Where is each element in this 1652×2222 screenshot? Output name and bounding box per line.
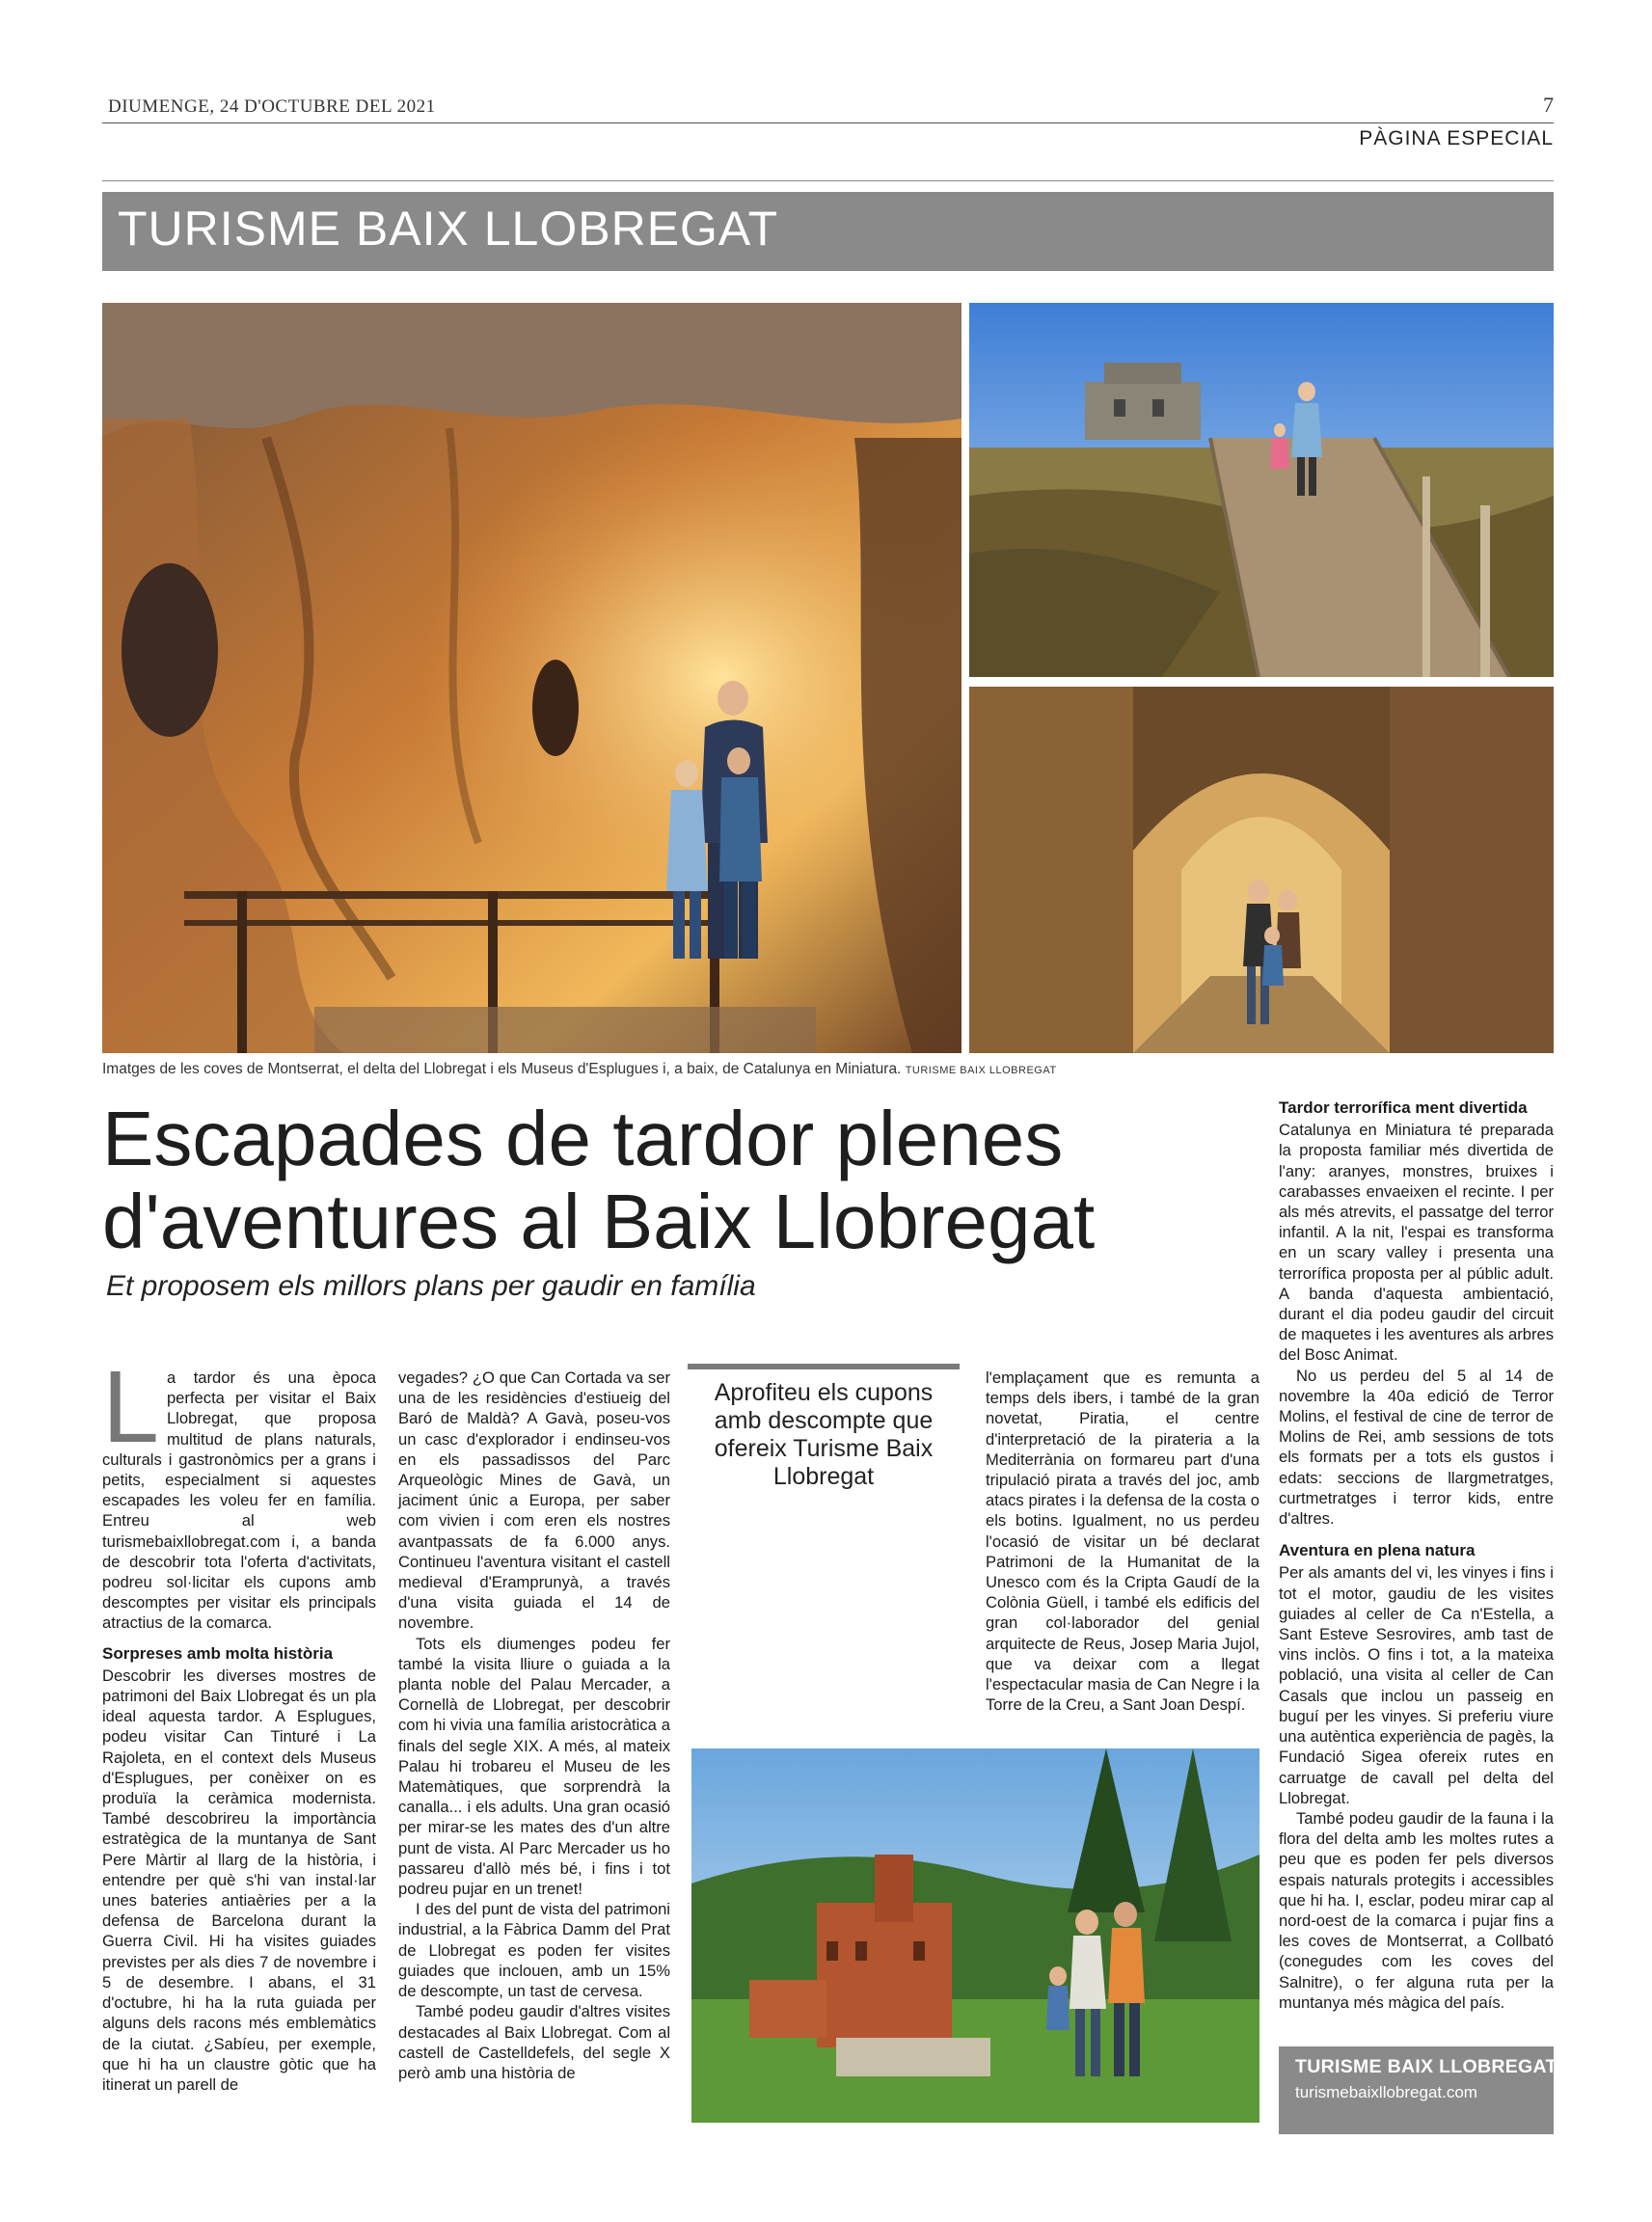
arch-illustration bbox=[969, 687, 1554, 1053]
cave-photo bbox=[102, 303, 961, 1053]
delta-illustration bbox=[969, 303, 1554, 677]
paragraph-gava: vegades? ¿O que Can Cortada va ser una de les residències d'estiueig del Baró de Maldà? A Gavà, poseu-vos un casc d'explorador i endinseu-vos en els passadissos del Parc Arqueològic Mines de Gavà, un jaciment únic a Europa, per saber com vivien i com eren els nostres avantpassats de fa 6.000 anys. Continueu l'aventura visitant el castell medieval d'Eramprunyà, a través d'una visita guiada el 14 de novembre. bbox=[398, 1368, 670, 1633]
article-column-3 bbox=[986, 1368, 1259, 1715]
header-rule bbox=[102, 122, 1554, 123]
sidebar bbox=[1279, 1097, 1554, 2013]
sidebar-heading-terror: Tardor terrorífica ment divertida bbox=[1279, 1098, 1528, 1117]
subheading-history: Sorpreses amb molta història bbox=[102, 1643, 334, 1663]
sidebar-paragraph-molins: No us perdeu del 5 al 14 de novembre la 40a edició de Terror Molins, el festival de cine de terror de Molins de Rei, amb sessions de tots els formats per a tots els gustos i edats: seccions de llargmetratges, curtmetratges i terror kids, entre d'altres. bbox=[1279, 1366, 1554, 1529]
sidebar-heading-nature: Aventura en plena natura bbox=[1279, 1541, 1476, 1560]
footer-url[interactable]: turismebaixllobregat.com bbox=[1295, 2083, 1477, 2101]
miniature-illustration bbox=[691, 1748, 1259, 2123]
intro-paragraph: a tardor és una època perfecta per visitar el Baix Llobregat, que proposa multitud de plans naturals, culturals i gastronòmics per a grans i petits, especialment si aquestes escapades les voleu fer en família. Entreu al web turismebaixllobregat.com i, a banda de descobrir tota l'oferta d'activitats, podreu sol·licitar els cupons amb descomptes per visitar els principals atractius de la comarca. bbox=[102, 1368, 376, 1633]
section-label: PÀGINA ESPECIAL bbox=[1359, 127, 1554, 149]
pull-quote-rule bbox=[688, 1364, 960, 1369]
header-rule-lower bbox=[102, 180, 1554, 181]
article-column-1 bbox=[102, 1350, 376, 2095]
sidebar-paragraph-delta: També podeu gaudir de la fauna i la flora del delta amb les moltes rutes a peu que es poden fer pels diversos espais naturals protegits i accessibles que hi ha. I, esclar, podeu mirar cap al nord-oest de la comarca i pujar fins a les coves de Montserrat, a Collbató (conegudes com les coves del Salnitre), o fer alguna ruta per la muntanya més màgica del país. bbox=[1279, 1808, 1554, 2012]
issue-date: DIUMENGE, 24 D'OCTUBRE DEL 2021 bbox=[108, 96, 436, 117]
paragraph-damm: I des del punt de vista del patrimoni industrial, a la Fàbrica Damm del Prat de Llobregat es poden fer visites guiades que inclouen, amb un 15% de descompte, un tast de cervesa. bbox=[398, 1900, 670, 2001]
delta-walkway-photo bbox=[969, 303, 1554, 677]
footer-title: TURISME BAIX LLOBREGAT bbox=[1295, 2056, 1557, 2077]
paragraph-piratia: l'emplaçament que es remunta a temps dels ibers, i també de la gran novetat, Piratia, el centre d'interpretació de la pirateria a la Mediterrània on formareu part d'una tripulació pirata a través del joc, amb atacs pirates i la defensa de la costa o els botins. Igualment, no us perdeu l'ocasió de visitar un bé declarat Patrimoni de la Humanitat de la Unesco com és la Cripta Gaudí de la Colònia Güell, i també els edificis del gran col·laborador del genial arquitecte de Reus, Josep Maria Jujol, que va deixar com a llegat l'espectacular masia de Can Negre i la Torre de la Creu, a Sant Joan Despí. bbox=[986, 1368, 1259, 1715]
cave-illustration bbox=[102, 303, 961, 1053]
headline-line-2: d'aventures al Baix Llobregat bbox=[102, 1179, 1096, 1264]
museum-arch-photo bbox=[969, 687, 1554, 1053]
paragraph-castelldefels: També podeu gaudir d'altres visites destacades al Baix Llobregat. Com al castell de Castelldefels, del segle X però amb una història de bbox=[398, 2002, 670, 2082]
photo-credit: TURISME BAIX LLOBREGAT bbox=[905, 1065, 1057, 1076]
article-column-2 bbox=[398, 1368, 670, 2083]
pull-quote: Aprofiteu els cupons amb descompte que ofereix Turisme Baix Llobregat bbox=[714, 1379, 934, 1490]
caption-text: Imatges de les coves de Montserrat, el delta del Llobregat i els Museus d'Esplugues i, a baix, de Catalunya en Miniatura. bbox=[102, 1061, 902, 1077]
subheadline: Et proposem els millors plans per gaudir en família bbox=[106, 1270, 756, 1302]
paragraph-cornella: Tots els diumenges podeu fer també la visita lliure o guiada a la planta noble del Palau Mercader, a Cornellà de Llobregat, per descobrir com hi vivia una família aristocràtica a finals del segle XIX. A més, al mateix Palau hi trobareu el Museu de les Matemàtiques, que sorprendrà la canalla... i els adults. Una gran ocasió per mirar-se les mates des d'un altre punt de vista. Al Parc Mercader us ho passareu d'allò més bé, i fins i tot podreu pujar en un trenet! bbox=[398, 1634, 670, 1899]
headline-line-1: Escapades de tardor plenes bbox=[102, 1096, 1064, 1181]
miniature-park-photo bbox=[691, 1748, 1259, 2123]
page-number: 7 bbox=[1543, 93, 1554, 117]
banner-title: TURISME BAIX LLOBREGAT bbox=[118, 202, 779, 256]
paragraph-heritage: Descobrir les diverses mostres de patrimoni del Baix Llobregat és un pla ideal aquesta tardor. A Esplugues, podeu visitar Can Tinturé i La Rajoleta, en el context dels Museus d'Esplugues, per conèixer on es produïa la ceràmica modernista. També descobrireu la importància estratègica de la muntanya de Sant Pere Màrtir al llarg de la història, i entendre per què s'hi van instal·lar unes bateries antiaèries per a la defensa de Barcelona durant la Guerra Civil. Hi ha visites guiades previstes per als dies 7 de novembre i 5 de desembre. I abans, el 31 d'octubre, hi ha la ruta guiada per alguns dels racons més emblemàtics de la ciutat. ¿Sabíeu, per exemple, que hi ha un claustre gòtic que ha itinerat un parell de bbox=[102, 1666, 376, 2094]
sidebar-paragraph-miniatura: Catalunya en Miniatura té preparada la proposta familiar més divertida de l'any: aranyes, monstres, bruixes i carabasses envaeixen el recinte. I per als més atrevits, el passatge del terror infantil. A la nit, l'espai es transforma en un scary valley i presenta una terrorífica proposta per al públic adult. A banda d'aquesta ambientació, durant el dia podeu gaudir del circuit de maquetes i les aventures als arbres del Bosc Animat. bbox=[1279, 1121, 1555, 1365]
sidebar-paragraph-wine: Per als amants del vi, les vinyes i fins i tot el motor, gaudiu de les visites guiades al celler de Ca n'Estella, a Sant Esteve Sesrovires, amb tast de vins inclòs. O fins i tot, a la mateixa població, una visita al celler de Can Casals que inclou un passeig en buguí per les vinyes. Si preferiu viure una autèntica experiència de pagès, la Fundació Sigea ofereix rutes en carruatge de cavall pel delta del Llobregat. bbox=[1279, 1563, 1554, 1807]
headline bbox=[102, 1097, 1211, 1263]
photo-caption bbox=[102, 1061, 1163, 1078]
dropcap: L bbox=[102, 1350, 159, 1464]
